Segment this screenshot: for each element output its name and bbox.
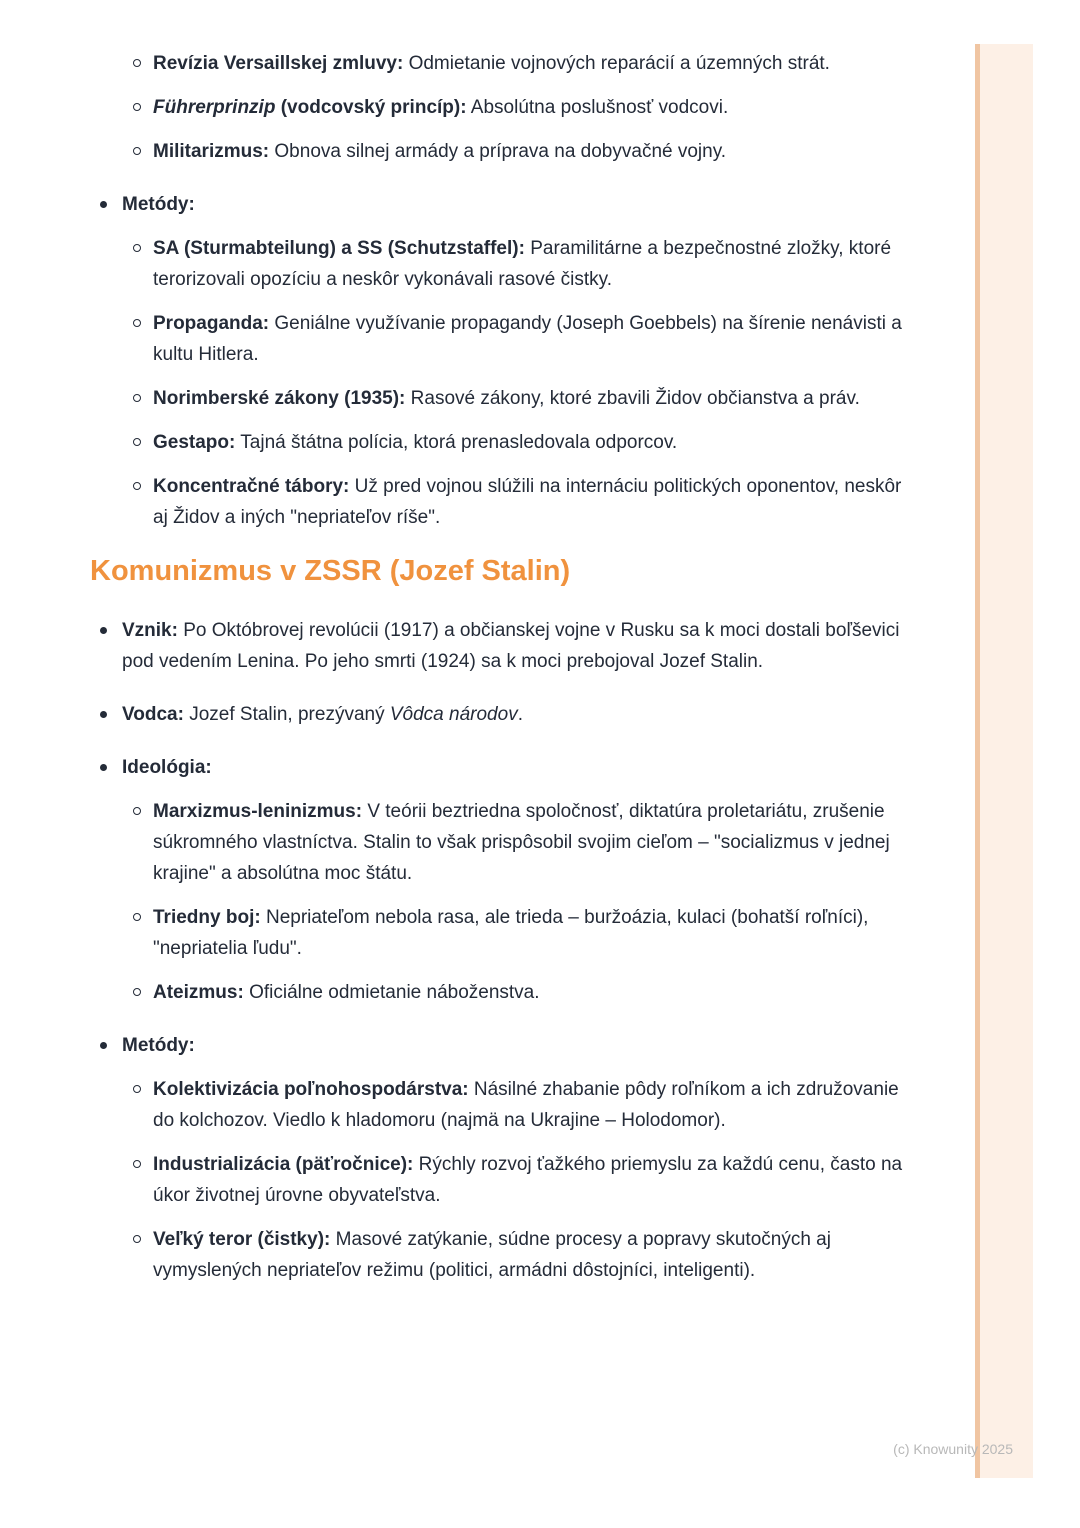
list-item-text — [122, 699, 912, 730]
list-item — [122, 308, 912, 370]
item-label: Kolektivizácia poľnohospodárstva: — [153, 1079, 469, 1100]
item-label: SA (Sturmabteilung) a SS (Schutzstaffel): — [153, 238, 525, 259]
item-label: Triedny boj: — [153, 907, 261, 928]
group-title: Metódy: — [122, 1035, 195, 1056]
hollow-circle-bullet-icon — [133, 319, 141, 327]
communism-metody-body — [122, 1030, 912, 1286]
notes-content — [90, 48, 912, 1299]
item-label: Ateizmus: — [153, 982, 244, 1003]
list-item-text — [153, 796, 912, 889]
item-body: Násilné zhabanie pôdy roľníkom a ich združovanie do kolchozov. Viedlo k hladomoru (najmä na Ukrajine – Holodomor). — [153, 1079, 899, 1131]
hollow-circle-bullet-icon — [133, 438, 141, 446]
communism-vznik-body — [122, 615, 912, 677]
item-body: Odmietanie vojnových reparácií a územných strát. — [403, 53, 830, 74]
hollow-circle-bullet-icon — [133, 913, 141, 921]
list-item — [90, 136, 912, 167]
filled-dot-bullet-icon — [100, 201, 107, 208]
list-item — [122, 233, 912, 295]
hollow-circle-bullet-icon — [133, 394, 141, 402]
list-item-text — [153, 92, 912, 123]
item-body: Tajná štátna polícia, ktorá prenasledovala odporcov. — [235, 432, 678, 453]
hollow-circle-bullet-icon — [133, 482, 141, 490]
item-label: Marxizmus-leninizmus: — [153, 801, 363, 822]
list-item — [122, 383, 912, 414]
item-body-after: . — [517, 704, 523, 725]
communism-vodca-body — [122, 699, 912, 730]
communism-metody — [90, 1030, 912, 1286]
hollow-circle-bullet-icon — [133, 147, 141, 155]
filled-dot-bullet-icon — [100, 627, 107, 634]
item-label: Industrializácia (päťročnice): — [153, 1154, 414, 1175]
copyright-footer: (c) Knowunity 2025 — [893, 1441, 1013, 1457]
nazism-features-list — [90, 48, 912, 167]
item-body: Obnova silnej armády a príprava na dobyvačné vojny. — [269, 141, 727, 162]
list-item-text — [153, 1074, 912, 1136]
list-item — [122, 1074, 912, 1136]
list-item-text — [153, 48, 912, 79]
list-item — [90, 48, 912, 79]
filled-dot-bullet-icon — [100, 711, 107, 718]
communism-ideologia-list — [122, 796, 912, 1008]
item-label: Militarizmus: — [153, 141, 270, 162]
filled-dot-bullet-icon — [100, 1042, 107, 1049]
item-label: Norimberské zákony (1935): — [153, 388, 406, 409]
list-item-text — [153, 902, 912, 964]
item-body-italic: Vôdca národov — [389, 704, 518, 725]
list-item — [122, 427, 912, 458]
communism-ideologia — [90, 752, 912, 1008]
item-label: Veľký teror (čistky): — [153, 1229, 331, 1250]
list-item — [122, 977, 912, 1008]
list-item — [122, 471, 912, 533]
section-heading: Komunizmus v ZSSR (Jozef Stalin) — [90, 555, 571, 587]
list-item-text — [153, 427, 912, 458]
list-item — [122, 902, 912, 964]
list-item-text — [153, 233, 912, 295]
item-body: Rasové zákony, ktoré zbavili Židov občianstva a práv. — [405, 388, 860, 409]
filled-dot-bullet-icon — [100, 764, 107, 771]
item-label: Propaganda: — [153, 313, 270, 334]
item-body: Rýchly rozvoj ťažkého priemyslu za každú cenu, často na úkor životnej úrovne obyvateľstva. — [153, 1154, 903, 1206]
list-item — [122, 1149, 912, 1211]
hollow-circle-bullet-icon — [133, 59, 141, 67]
item-body: Už pred vojnou slúžili na internáciu politických oponentov, neskôr aj Židov a iných "nepriateľov ríše". — [153, 476, 902, 528]
hollow-circle-bullet-icon — [133, 1235, 141, 1243]
item-body: Masové zatýkanie, súdne procesy a popravy skutočných aj vymyslených nepriateľov režimu (politici, armádni dôstojníci, inteligenti). — [153, 1229, 831, 1281]
list-item-text — [122, 615, 912, 677]
item-label: Vznik: — [122, 620, 178, 641]
list-item-text — [153, 471, 912, 533]
list-item-text — [153, 136, 912, 167]
communism-ideologia-body — [122, 752, 912, 1008]
hollow-circle-bullet-icon — [133, 103, 141, 111]
group-title: Ideológia: — [122, 757, 212, 778]
hollow-circle-bullet-icon — [133, 1160, 141, 1168]
nazism-methods-body — [122, 189, 912, 533]
item-label: Revízia Versaillskej zmluvy: — [153, 53, 404, 74]
hollow-circle-bullet-icon — [133, 1085, 141, 1093]
item-body: V teórii beztriedna spoločnosť, diktatúra proletariátu, zrušenie súkromného vlastníctva. Stalin to však prispôsobil svojim cieľom – "socializmus v jednej krajine" a absolútna moc štátu. — [153, 801, 890, 884]
list-item — [122, 1224, 912, 1286]
item-body: Po Októbrovej revolúcii (1917) a občianskej vojne v Rusku sa k moci dostali boľševici pod vedením Lenina. Po jeho smrti (1924) sa k moci prebojoval Jozef Stalin. — [122, 620, 900, 672]
list-item — [122, 796, 912, 889]
item-body: Nepriateľom nebola rasa, ale trieda – buržoázia, kulaci (bohatší roľníci), "nepriatelia ľudu". — [153, 907, 869, 959]
item-body: Absolútna poslušnosť vodcovi. — [466, 97, 729, 118]
communism-metody-list — [122, 1074, 912, 1286]
item-label: (vodcovský princíp): — [275, 97, 467, 118]
item-body: Geniálne využívanie propagandy (Joseph Goebbels) na šírenie nenávisti a kultu Hitlera. — [153, 313, 902, 365]
item-body: Jozef Stalin, prezývaný — [183, 704, 390, 725]
item-label: Gestapo: — [153, 432, 236, 453]
item-label: Koncentračné tábory: — [153, 476, 350, 497]
item-label-italic: Führerprinzip — [153, 97, 276, 118]
item-label: Vodca: — [122, 704, 184, 725]
list-item-text — [153, 977, 912, 1008]
hollow-circle-bullet-icon — [133, 988, 141, 996]
item-body: Oficiálne odmietanie náboženstva. — [243, 982, 540, 1003]
list-item — [90, 92, 912, 123]
list-item-text — [153, 1224, 912, 1286]
nazism-methods-list — [122, 233, 912, 533]
list-item-text — [153, 308, 912, 370]
group-title: Metódy: — [122, 194, 195, 215]
hollow-circle-bullet-icon — [133, 807, 141, 815]
list-item-text — [153, 1149, 912, 1211]
page-edge-stripe — [975, 44, 1033, 1478]
list-item-text — [153, 383, 912, 414]
communism-vodca — [90, 699, 912, 730]
item-body: Paramilitárne a bezpečnostné zložky, ktoré terorizovali opozíciu a neskôr vykonávali rasové čistky. — [153, 238, 892, 290]
nazism-methods — [90, 189, 912, 533]
communism-vznik — [90, 615, 912, 677]
hollow-circle-bullet-icon — [133, 244, 141, 252]
